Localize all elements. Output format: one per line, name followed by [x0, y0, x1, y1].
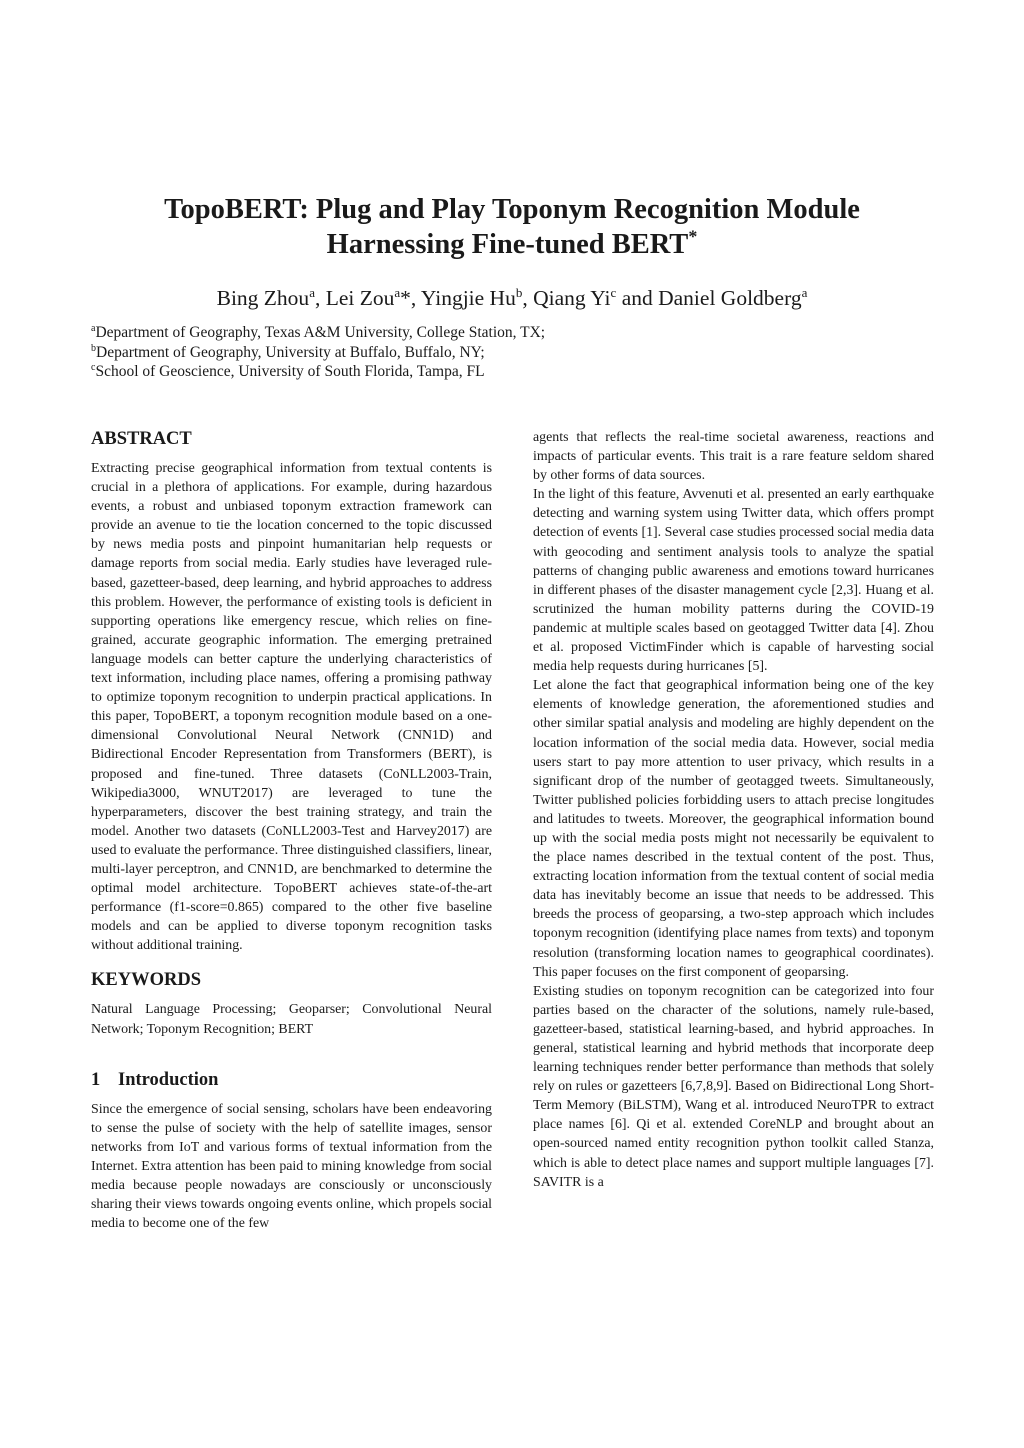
title-line-1: TopoBERT: Plug and Play Toponym Recognition Module — [164, 194, 860, 225]
abstract-heading: ABSTRACT — [91, 429, 192, 449]
title-footnote-mark: * — [688, 226, 698, 247]
intro-paragraph: In the light of this feature, Avvenuti et al. presented an early earthquake detecting and warning system using Twitter data, which offers prompt detection of events [1]. Several case studies processed social media data with geocoding and sentiment analysis tools to analyze the spatial patterns of changing public awareness and emotions toward hurricanes in different phases of the disaster management cycle [2,3]. Huang et al. scrutinized the human mobility patterns during the COVID-19 pandemic at multiple scales based on geotagged Twitter data [4]. Zhou et al. proposed VictimFinder which is capable of harvesting social media help requests during hurricanes [5]. — [533, 487, 934, 675]
author: Qiang Yi$^c$ and — [533, 284, 659, 310]
section-title: Introduction — [118, 1069, 219, 1090]
intro-paragraph: agents that reflects the real-time societal awareness, reactions and impacts of particular events. This trait is a rare feature seldom shared by other forms of data sources. — [533, 430, 934, 484]
section-number: 1 — [91, 1069, 101, 1090]
right-column — [533, 428, 934, 1192]
left-column — [91, 428, 492, 1233]
title-line-2: Harnessing Fine-tuned BERT — [326, 229, 689, 260]
intro-paragraph: Since the emergence of social sensing, scholars have been endeavoring to sense the pulse of society with the help of satellite images, sensor networks from IoT and various forms of textual information from the Internet. Extra attention has been paid to mining knowledge from social media because people nowadays are consciously or unconsciously sharing their views towards ongoing events online, which propels social media to become one of the few — [91, 1101, 492, 1232]
author: Daniel Goldberg$^a$ — [658, 284, 808, 310]
introduction-heading — [91, 1069, 492, 1091]
intro-paragraph: Existing studies on toponym recognition can be categorized into four parties based on the character of the solutions, namely rule-based, gazetteer-based, statistical learning-based, and hybrid approaches. In general, statistical learning and hybrid methods that incorporate deep learning techniques render better performance than methods that solely rely on rules or gazetteers [6,7,8,9]. Based on Bidirectional Long Short-Term Memory (BiLSTM), Wang et al. introduced NeuroTPR to extract place names [6]. Qi et al. extended CoreNLP and brought about an open-sourced named entity recognition python toolkit called Stanza, which is able to detect place names and support multiple languages [7]. SAVITR is a — [533, 983, 934, 1190]
author-list — [0, 284, 1024, 312]
author: Yingjie Hu$^b$, — [420, 284, 534, 310]
abstract-text: Extracting precise geographical information from textual contents is crucial in a plethora of applications. For example, during hazardous events, a robust and unbiased toponym extraction framework can provide an avenue to tie the location concerned to the topic discussed by news media posts and pinpoint humanitarian help requests or damage reports from social media. Early studies have leveraged rule-based, gazetteer-based, deep learning, and hybrid approaches to address this problem. However, the performance of existing tools is deficient in supporting operations like emergency rescue, which relies on fine-grained, accurate geographic information. The emerging pretrained language models can better capture the underlying characteristics of text information, including place names, offering a promising pathway to optimize toponym recognition to underpin practical applications. In this paper, TopoBERT, a toponym recognition module based on a one-dimensional Convolutional Neural Network (CNN1D) and Bidirectional Encoder Representation from Transformers (BERT), is proposed and fine-tuned. Three datasets (CoNLL2003-Train, Wikipedia3000, WNUT2017) are leveraged to tune the hyperparameters, discover the best training strategy, and train the model. Another two datasets (CoNLL2003-Test and Harvey2017) are used to evaluate the performance. Three distinguished classifiers, linear, multi-layer perceptron, and CNN1D, are benchmarked to determine the optimal model architecture. TopoBERT achieves state-of-the-art performance (f1-score=0.865) compared to the other five baseline models and can be applied to diverse toponym recognition tasks without additional training. — [91, 461, 492, 954]
affiliation: $^c$School of Geoscience, University of South Florida, Tampa, FL — [91, 361, 485, 380]
keywords-text: Natural Language Processing; Geoparser; Convolutional Neural Network; Toponym Recognition; BERT — [91, 1002, 492, 1037]
keywords-heading: KEYWORDS — [91, 970, 201, 991]
affiliation: $^b$Department of Geography, University at Buffalo, Buffalo, NY; — [91, 342, 485, 361]
author: Bing Zhou$^a$, — [216, 284, 326, 310]
paper-title — [0, 192, 1024, 262]
intro-paragraph: Let alone the fact that geographical information being one of the key elements of knowledge generation, the aforementioned studies and other similar spatial analysis and modeling are highly dependent on the location information of the social media data. However, social media users start to pay more attention to user privacy, which results in a significant drop of the number of geotagged tweets. Simultaneously, Twitter published policies forbidding users to attach precise longitudes and latitudes to tweets. Moreover, the geographical information bound up with the social media posts might not necessarily be equivalent to the place names described in the textual content of the post. Thus, extracting location information from the textual content of social media data has inevitably become an issue that needs to be addressed. This breeds the process of geoparsing, a two-step approach which includes toponym recognition (identifying place names from texts) and toponym resolution (transforming location names to geographical coordinates). This paper focuses on the first component of geoparsing. — [533, 678, 934, 980]
author: Lei Zou$^a$*, — [325, 284, 421, 310]
affiliation: $^a$Department of Geography, Texas A&M University, College Station, TX; — [91, 322, 546, 341]
affiliation-list — [91, 323, 691, 382]
